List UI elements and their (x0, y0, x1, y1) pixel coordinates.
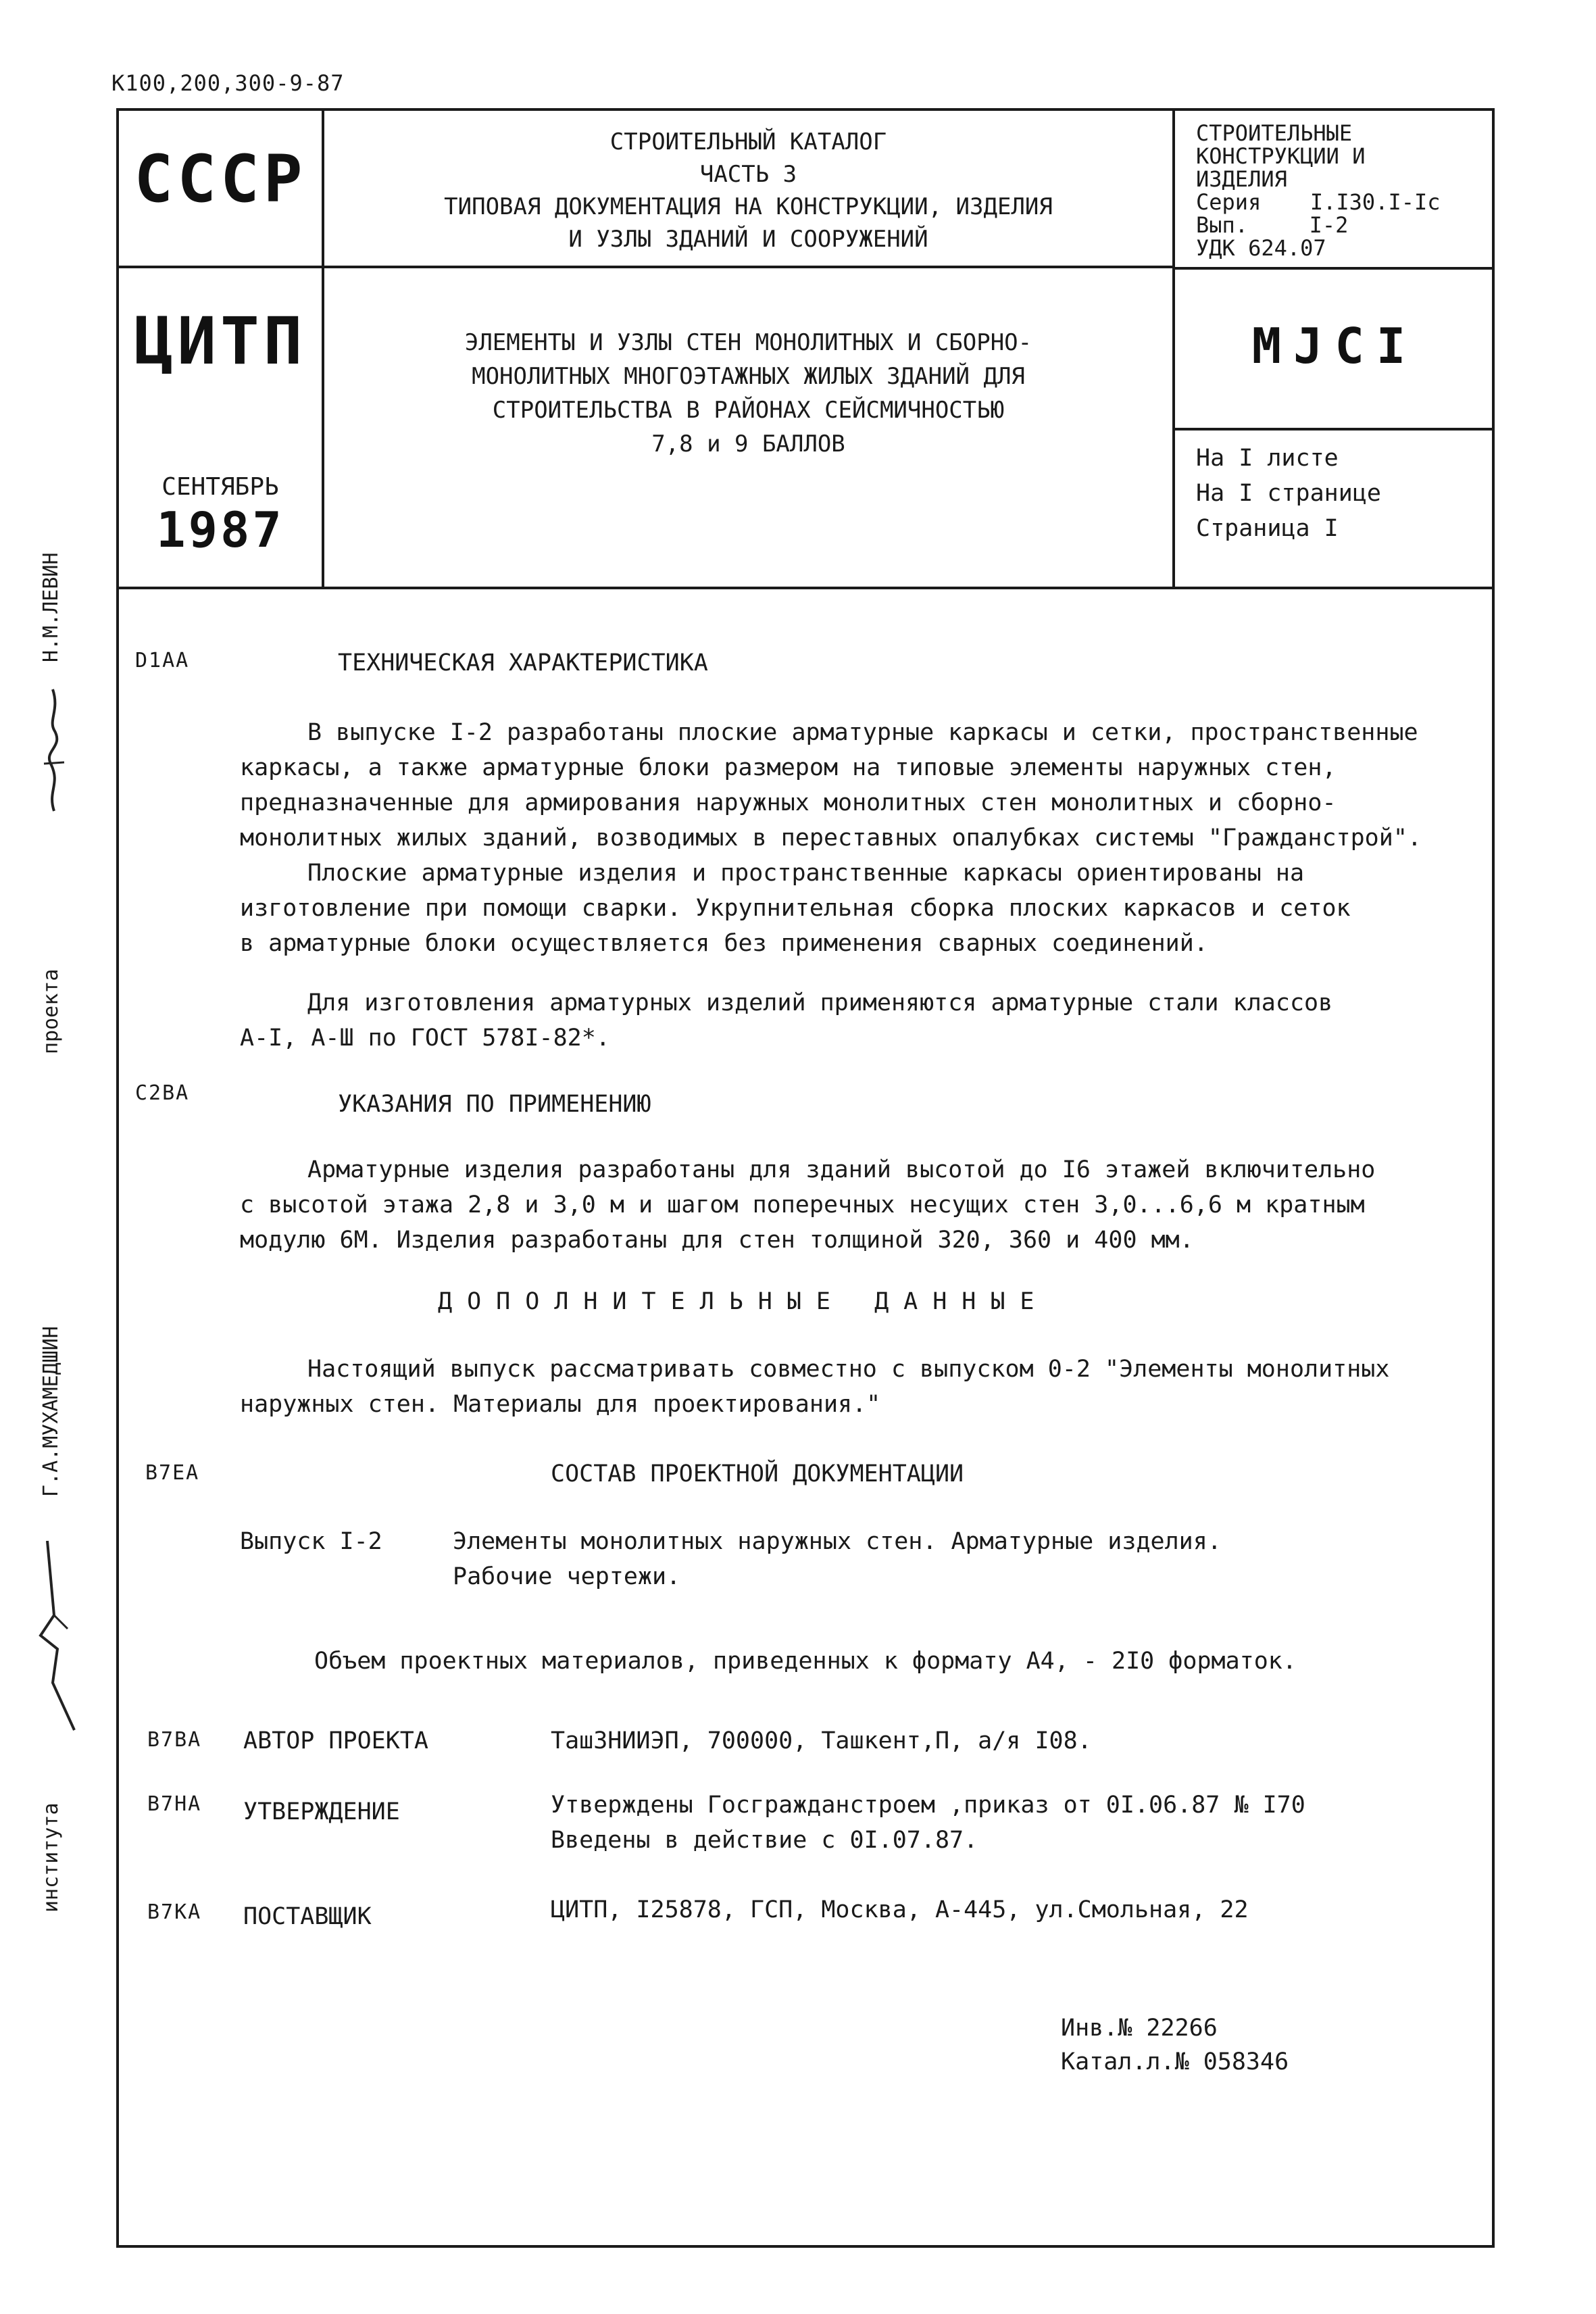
margin-name-mukhamedshin: Г.А.МУХАМЕДШИН (39, 1326, 63, 1497)
text-line: модулю 6М. Изделия разработаны для стен толщиной 320, 360 и 400 мм. (240, 1227, 1194, 1254)
text-line: А-I, А-Ш по ГОСТ 578I-82*. (240, 1025, 610, 1052)
document-title (324, 326, 1172, 461)
text-line: Утверждены Госгражданстроем ,приказ от 0I.06.87 № I70 (551, 1792, 1305, 1819)
supplier-value: ЦИТП, I25878, ГСП, Москва, А-445, ул.Смольная, 22 (551, 1896, 1249, 1923)
section-title-composition: СОСТАВ ПРОЕКТНОЙ ДОКУМЕНТАЦИИ (551, 1460, 964, 1487)
tech-paragraph-3 (240, 985, 1456, 1056)
text-line: Для изготовления арматурных изделий применяются арматурные стали классов (307, 989, 1333, 1016)
section-code: B7HA (147, 1792, 202, 1816)
inventory-number: Инв.№ 22266 (1061, 2015, 1218, 2042)
approval-value (551, 1788, 1463, 1858)
text-line: предназначенные для армирования наружных монолитных стен монолитных и сборно- (240, 789, 1337, 816)
document-code: K100,200,300-9-87 (111, 70, 345, 96)
catalog-line: ТИПОВАЯ ДОКУМЕНТАЦИЯ НА КОНСТРУКЦИИ, ИЗДЕЛИЯ (444, 193, 1053, 220)
text-line: Рабочие чертежи. (453, 1563, 681, 1590)
text-line: Элементы монолитных наружных стен. Арматурные изделия. (453, 1528, 1222, 1555)
author-value: ТашЗНИИЭП, 700000, Ташкент,П, а/я I08. (551, 1727, 1092, 1754)
catalog-line: СТРОИТЕЛЬНЫЙ КАТАЛОГ (609, 128, 887, 155)
series-row (1196, 191, 1487, 214)
author-label: АВТОР ПРОЕКТА (243, 1727, 428, 1754)
issue-description (453, 1524, 1466, 1594)
issue-label: Вып. (1196, 212, 1249, 238)
text-line: Плоские арматурные изделия и пространственные каркасы ориентированы на (307, 860, 1305, 887)
section-code: B7KA (147, 1900, 202, 1924)
approval-label: УТВЕРЖДЕНИЕ (243, 1798, 400, 1825)
issue-value: I-2 (1309, 212, 1349, 238)
signature-mukhamedshin (27, 1534, 81, 1737)
header-row-line (116, 266, 1174, 268)
supplier-label: ПОСТАВЩИК (243, 1903, 372, 1930)
margin-name-levin: Н.М.ЛЕВИН (39, 552, 63, 662)
section-title-tech: ТЕХНИЧЕСКАЯ ХАРАКТЕРИСТИКА (338, 649, 708, 676)
signature-levin (34, 683, 74, 818)
sheet-info-line: Страница I (1196, 515, 1339, 542)
title-line: ЭЛЕМЕНТЫ И УЗЛЫ СТЕН МОНОЛИТНЫХ И СБОРНО- (464, 329, 1032, 356)
text-line: Настоящий выпуск рассматривать совместно с выпуском 0-2 "Элементы монолитных (307, 1356, 1390, 1383)
catalog-line: И УЗЛЫ ЗДАНИЙ И СООРУЖЕНИЙ (568, 226, 928, 253)
header-row-line-right (1172, 267, 1495, 270)
text-line: изготовление при помощи сварки. Укрупнительная сборка плоских каркасов и сеток (240, 895, 1351, 922)
catalog-heading (324, 126, 1172, 255)
section-code: B7EA (145, 1461, 200, 1485)
code-mark: MJCI (1251, 318, 1418, 374)
text-line: в арматурные блоки осуществляется без применения сварных соединений. (240, 930, 1208, 957)
org-bottom: ЦИТП (134, 303, 307, 379)
usage-paragraph (240, 1152, 1456, 1258)
classification-block (1196, 122, 1487, 260)
issue-label: Выпуск I-2 (240, 1528, 382, 1555)
class-line: КОНСТРУКЦИИ И (1196, 143, 1366, 169)
volume-line: Объем проектных материалов, приведенных к формату А4, - 2I0 форматок. (314, 1648, 1297, 1675)
text-line: каркасы, а также арматурные блоки размером на типовые элементы наружных стен, (240, 754, 1337, 781)
sheet-info-line: На I странице (1196, 480, 1381, 507)
section-title-extra: ДОПОЛНИТЕЛЬНЫЕ ДАННЫЕ (438, 1288, 1049, 1315)
date-month: СЕНТЯБРЬ (161, 473, 279, 501)
text-line: с высотой этажа 2,8 и 3,0 м и шагом поперечных несущих стен 3,0...6,6 м кратным (240, 1191, 1365, 1218)
margin-label-institute: института (39, 1802, 63, 1913)
sheet-info-line: На I листе (1196, 445, 1339, 472)
sheet-info (1196, 441, 1381, 546)
section-code: B7BA (147, 1728, 202, 1752)
extra-paragraph (240, 1352, 1456, 1422)
series-value: I.I30.I-Ic (1310, 189, 1441, 215)
class-line: СТРОИТЕЛЬНЫЕ (1196, 120, 1353, 146)
org-top: СССР (134, 141, 307, 217)
catalog-sheet-number: Катал.л.№ 058346 (1061, 2048, 1289, 2075)
text-line: наружных стен. Материалы для проектирования." (240, 1391, 881, 1418)
section-title-usage: УКАЗАНИЯ ПО ПРИМЕНЕНИЮ (338, 1091, 651, 1118)
date-year: 1987 (156, 501, 284, 558)
issue-row (1196, 214, 1487, 237)
title-line: 7,8 и 9 БАЛЛОВ (651, 430, 845, 458)
text-line: Арматурные изделия разработаны для зданий высотой до I6 этажей включительно (307, 1156, 1376, 1183)
margin-label-project: проекта (39, 968, 63, 1054)
tech-paragraph-1 (240, 715, 1456, 961)
title-line: СТРОИТЕЛЬСТВА В РАЙОНАХ СЕЙСМИЧНОСТЬЮ (492, 397, 1005, 424)
text-line: монолитных жилых зданий, возводимых в переставных опалубках системы "Гражданстрой". (240, 824, 1422, 852)
code-mark-line (1172, 428, 1495, 430)
section-code: D1AA (135, 649, 190, 672)
class-line: ИЗДЕЛИЯ (1196, 166, 1287, 192)
text-line: Введены в действие с 0I.07.87. (551, 1827, 978, 1854)
series-label: Серия (1196, 189, 1262, 215)
title-line: МОНОЛИТНЫХ МНОГОЭТАЖНЫХ ЖИЛЫХ ЗДАНИЙ ДЛЯ (472, 363, 1025, 390)
udk: УДК 624.07 (1196, 235, 1326, 261)
section-code: C2BA (135, 1081, 190, 1105)
catalog-line: ЧАСТЬ 3 (699, 161, 797, 188)
text-line: В выпуске I-2 разработаны плоские арматурные каркасы и сетки, пространственные (307, 719, 1418, 746)
